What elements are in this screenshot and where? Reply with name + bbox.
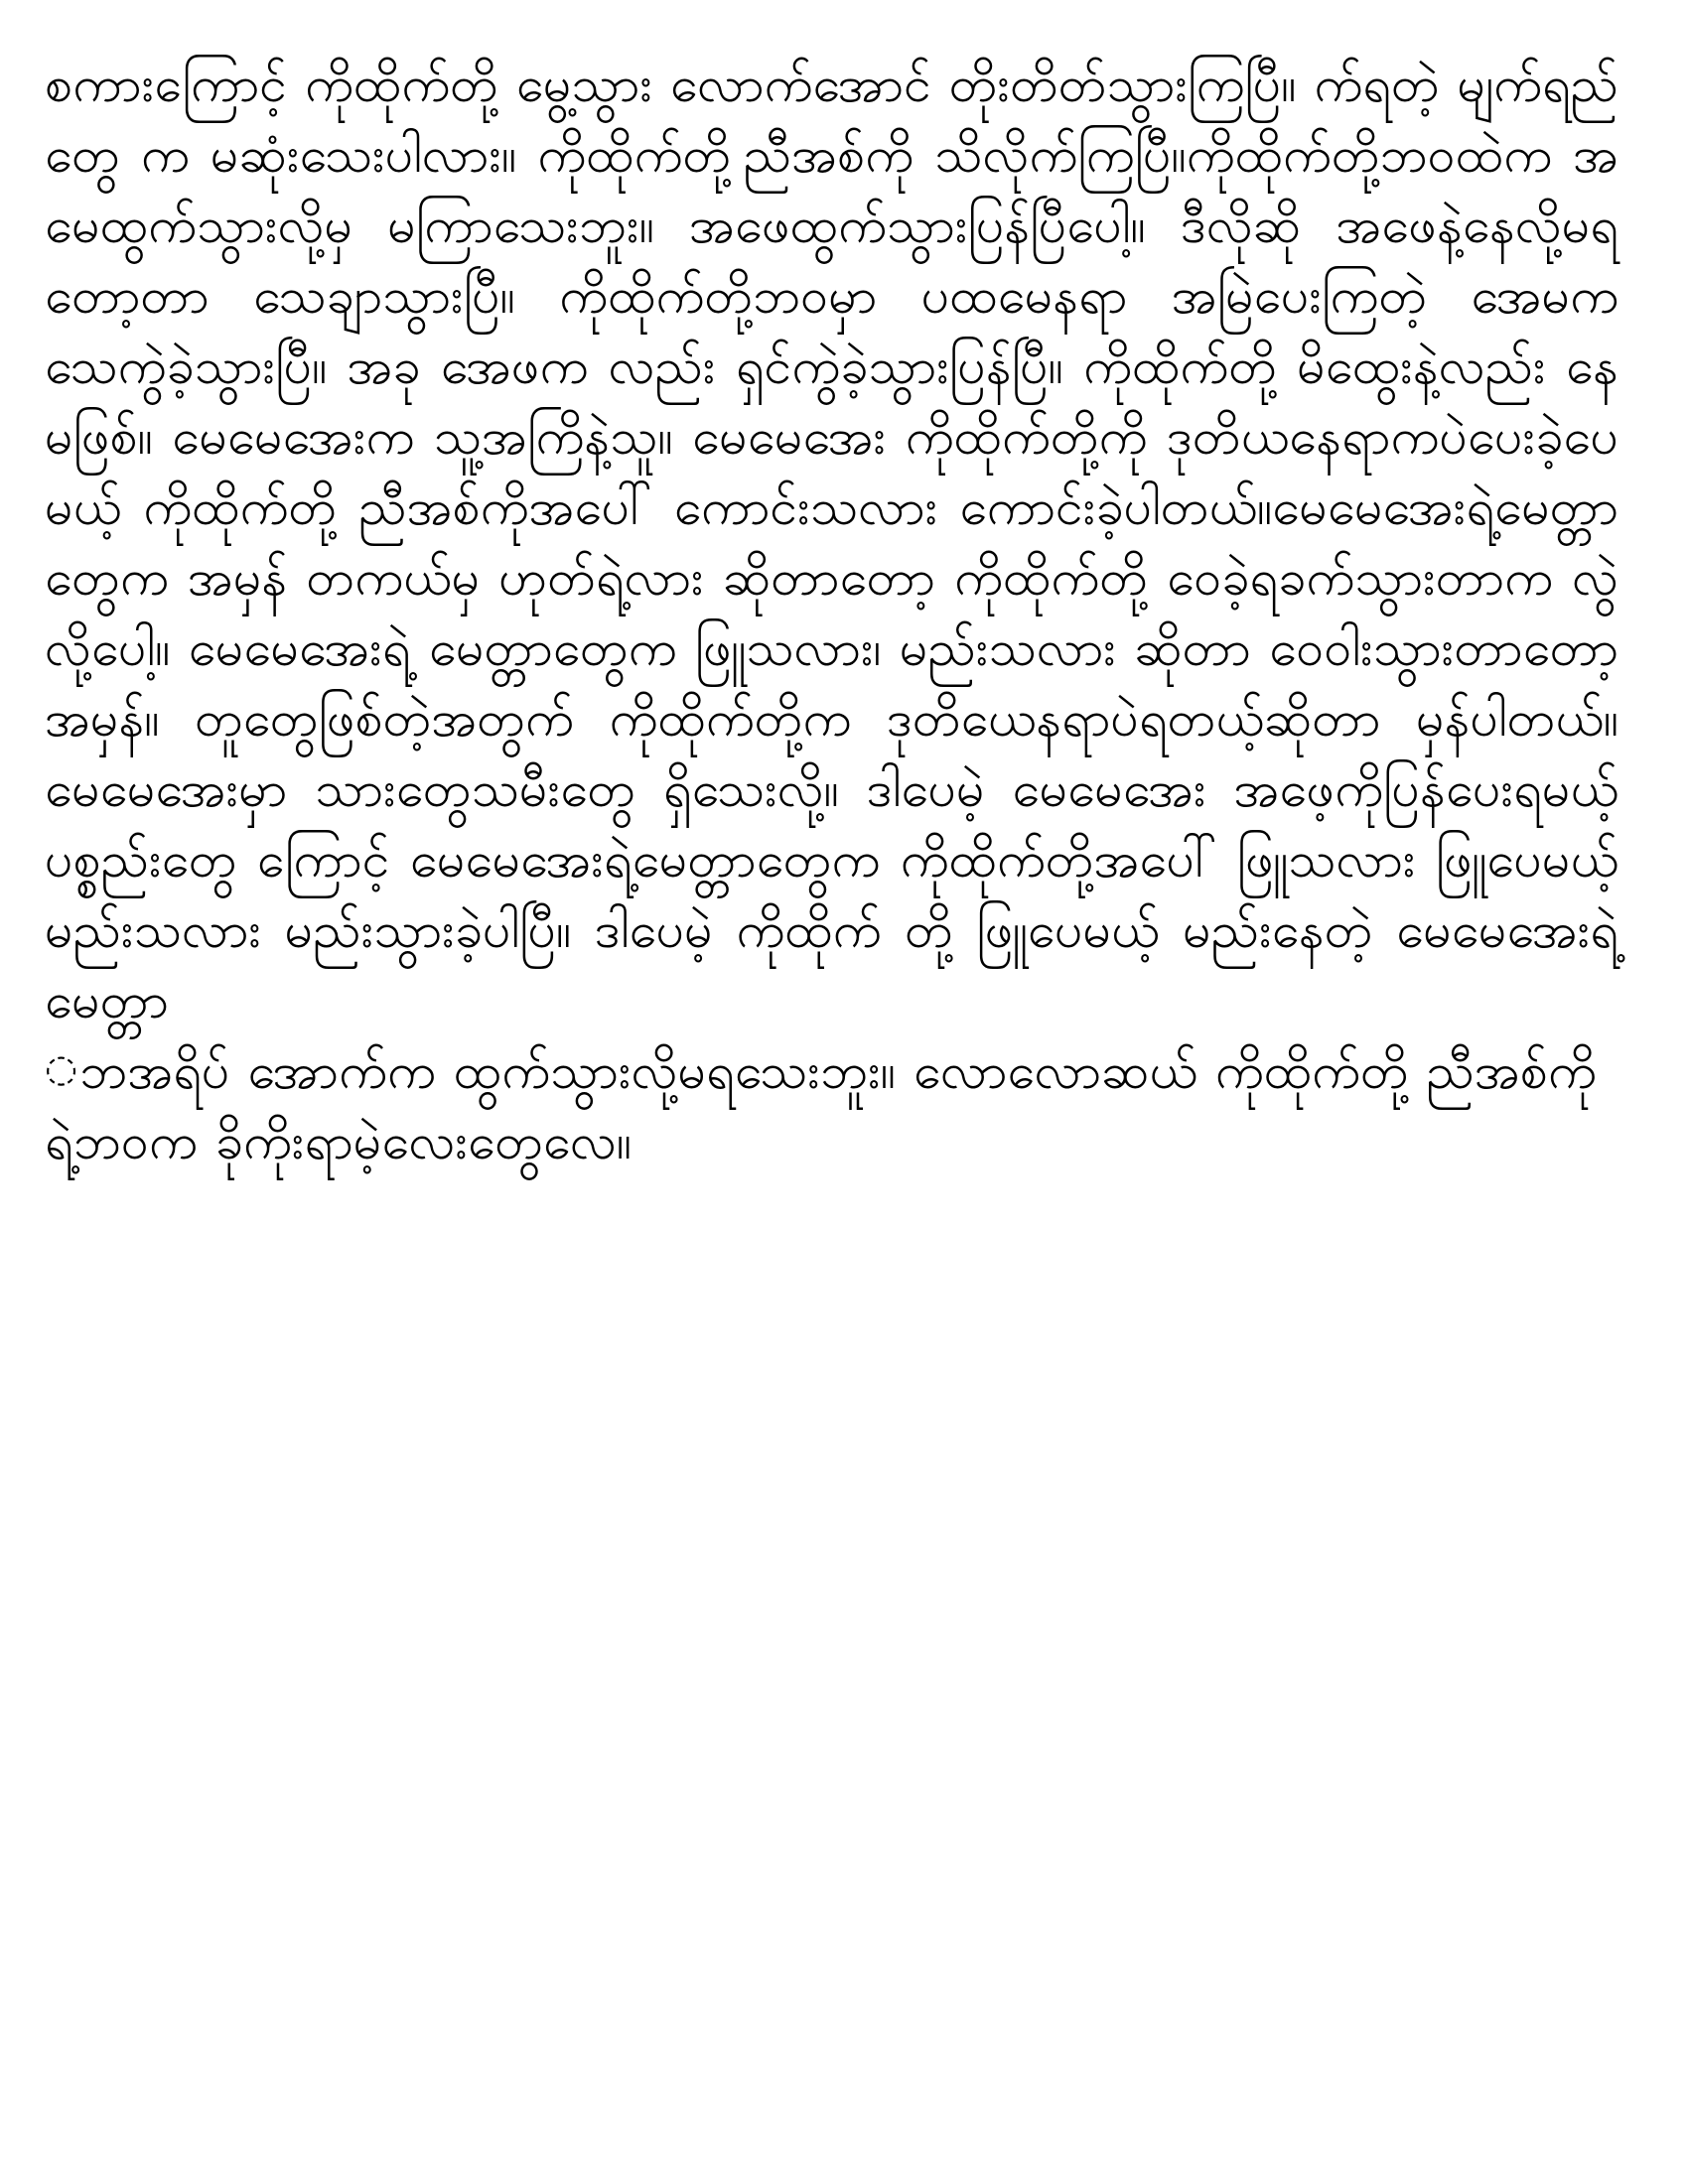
paragraph-1: စကားကြောင့် ကိုထိုက်တို့ မွေ့သွား လောက်အောင် တိုးတိတ်သွားကြပြီ။ က်ရတဲ့ မျက်ရည်တွေ က မဆုံးသေးပါလား။ ကိုထိုက်တို့ညီအစ်ကို သိလိုက်ကြပြီ။ကိုထိုက်တို့ဘဝထဲက အမေထွက်သွားလို့မှ မကြာသေးဘူး။ အဖေထွက်သွားပြန်ပြီပေါ့။ ဒီလိုဆို အဖေနဲ့နေလို့မရ တော့တာ သေချာသွားပြီ။ ကိုထိုက်တို့ဘဝမှာ ပထမေနရာ အမြဲပေးကြတဲ့ အေမက သေကွဲခဲ့သွားပြီ။ အခု အေဖက လည်း ရှင်ကွဲခဲ့သွားပြန်ပြီ။ ကိုထိုက်တို့ မိထွေးနဲ့လည်း နေမဖြစ်။ မေမေအေးက သူ့အကြိနဲ့သူ။ မေမေအေး ကိုထိုက်တို့ကို ဒုတိယနေရာကပဲပေးခဲ့ပေမယ့် ကိုထိုက်တို့ ညီအစ်ကိုအပေါ် ကောင်းသလား ကောင်းခဲ့ပါတယ်။မေမေအေးရဲ့မေတ္တာတွေက အမှန် တကယ်မှ ဟုတ်ရဲ့လား ဆိုတာတော့ ကိုထိုက်တို့ ဝေခဲ့ရခက်သွားတာက လွဲလို့ပေါ့။ မေမေအေးရဲ့ မေတ္တာတွေက ဖြူသလား၊ မည်းသလား ဆိုတာ ဝေဝါးသွားတာတော့အမှန်။ တူတွေဖြစ်တဲ့အတွက် ကိုထိုက်တို့က ဒုတိယေနရာပဲရတယ့်ဆိုတာ မှန်ပါတယ်။ မေမေအေးမှာ သားတွေသမီးတွေ ရှိသေးလို့။ ဒါပေမဲ့ မေမေအေး အဖေ့ကိုပြန်ပေးရမယ့် ပစ္စည်းတွေ ကြောင့် မေမေအေးရဲ့မေတ္တာတွေက ကိုထိုက်တို့အပေါ် ဖြူသလား ဖြူပေမယ့် မည်းသလား မည်းသွားခဲ့ပါပြီ။ ဒါပေမဲ့ ကိုထိုက် တို့ ဖြူပေမယ့် မည်းနေတဲ့ မေမေအေးရဲ့ မေတ္တာ [45, 56, 1618, 1029]
bullet-icon: ◌ [45, 1046, 78, 1091]
document-body [45, 50, 1618, 1177]
paragraph-2-text: ဘအရိပ် အောက်က ထွက်သွားလို့မရသေးဘူး။ လောလောဆယ် ကိုထိုက်တို့ ညီအစ်ကိုရဲ့ဘဝက ခိုကိုးရာမဲ့လေးတွေလေ။ [45, 1042, 1597, 1170]
paragraph-2 [45, 1036, 1618, 1177]
